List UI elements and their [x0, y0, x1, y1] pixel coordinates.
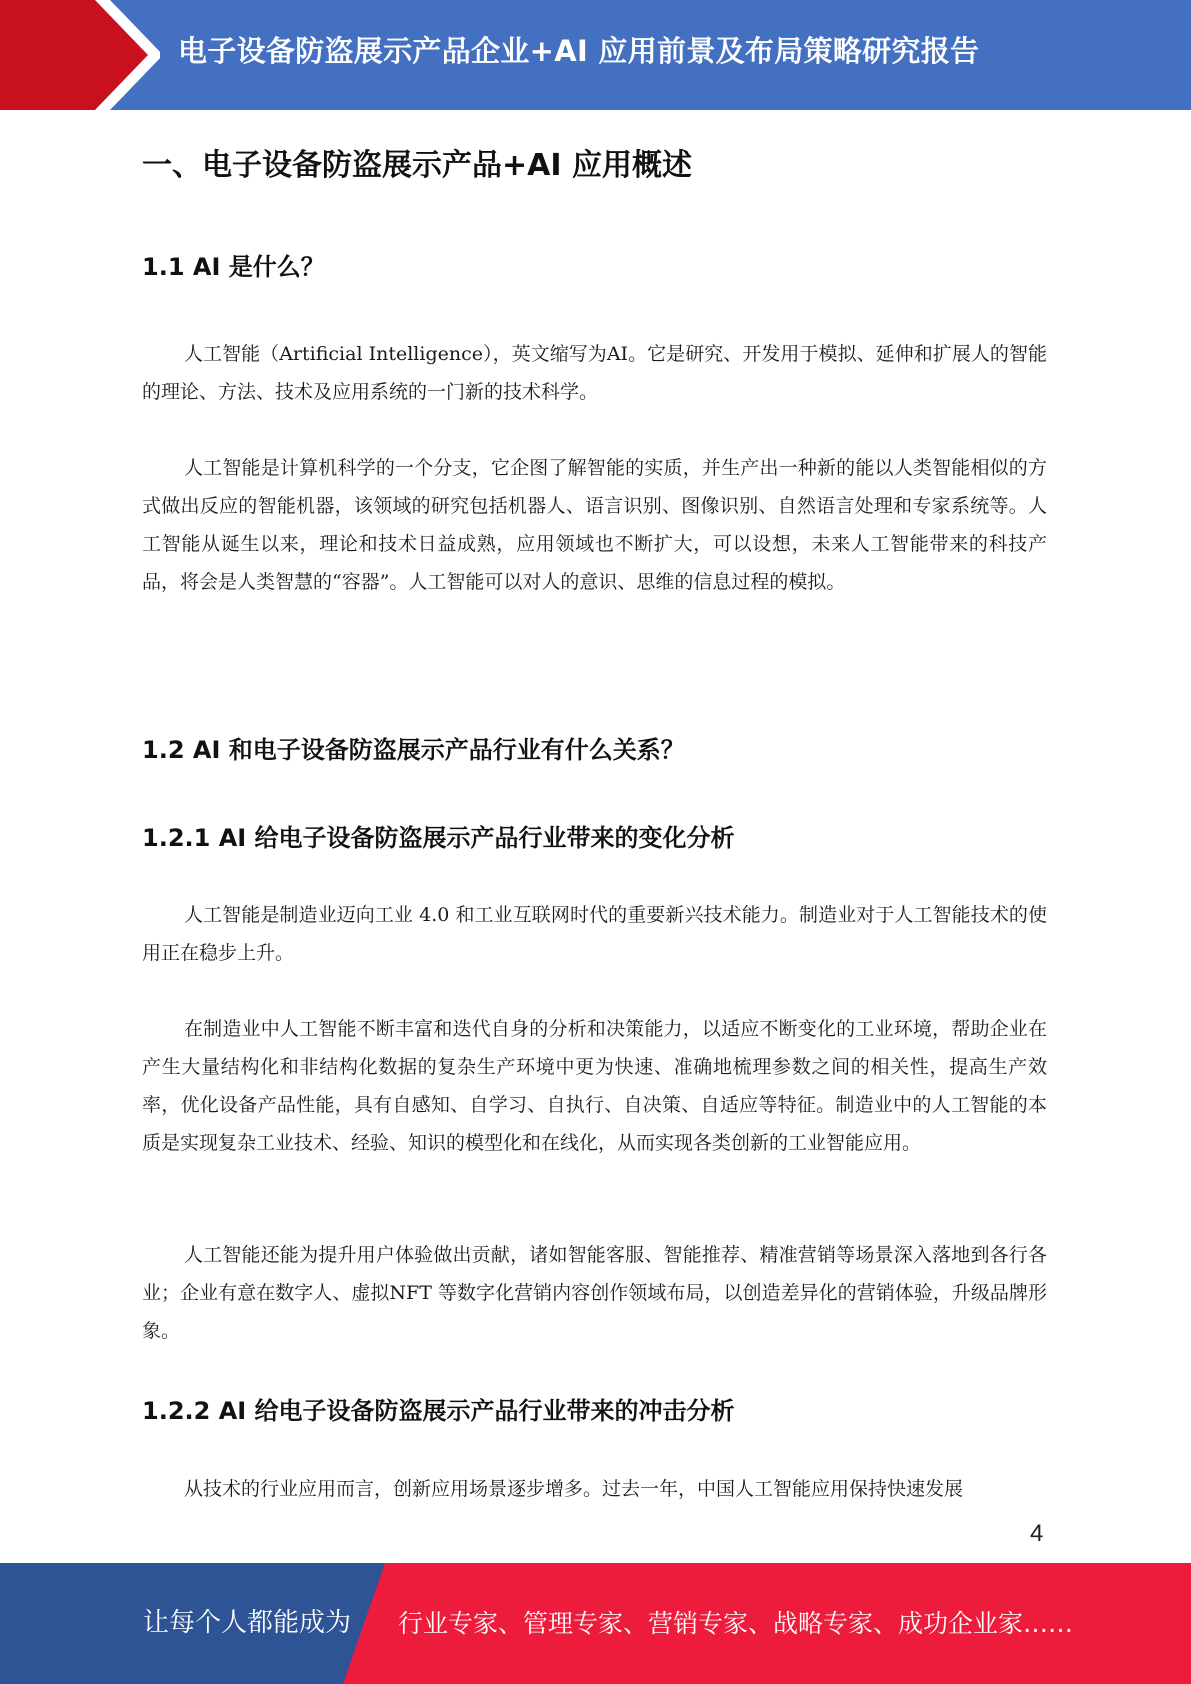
header-red-arrow-decoration	[0, 0, 160, 110]
paragraph-1-2-2-a: 从技术的行业应用而言，创新应用场景逐步增多。过去一年，中国人工智能应用保持快速发展	[184, 1478, 964, 1500]
paragraph-1-2-1-b: 在制造业中人工智能不断丰富和迭代自身的分析和决策能力，以适应不断变化的工业环境，帮助企业在产生大量结构化和非结构化数据的复杂生产环境中更为快速、准确地梳理参数之间的相关性，提高生产效率，优化设备产品性能，具有自感知、自学习、自执行、自决策、自适应等特征。制造业中的人工智能的本质是实现复杂工业技术、经验、知识的模型化和在线化，从而实现各类创新的工业智能应用。	[142, 1018, 1047, 1154]
subsection-heading-1-2-2: 1.2.2 AI 给电子设备防盗展示产品行业带来的冲击分析	[142, 1397, 735, 1425]
footer-slogan-left: 让每个人都能成为	[143, 1608, 352, 1638]
subsection-heading-1-2-1: 1.2.1 AI 给电子设备防盗展示产品行业带来的变化分析	[142, 824, 735, 852]
paragraph-1-1-a: 人工智能（Artificial Intelligence），英文缩写为AI。它是研究、开发用于模拟、延伸和扩展人的智能的理论、方法、技术及应用系统的一门新的技术科学。	[142, 343, 1047, 403]
report-title: 电子设备防盗展示产品企业+AI 应用前景及布局策略研究报告	[178, 34, 980, 68]
subsection-heading-1-2: 1.2 AI 和电子设备防盗展示产品行业有什么关系？	[142, 736, 685, 764]
paragraph-1-2-1-a: 人工智能是制造业迈向工业 4.0 和工业互联网时代的重要新兴技术能力。制造业对于人工智能技术的使用正在稳步上升。	[142, 904, 1047, 964]
page-header	[0, 0, 1191, 110]
page-footer	[0, 1563, 1191, 1684]
page-number: 4	[1030, 1520, 1044, 1547]
paragraph-1-2-1-c: 人工智能还能为提升用户体验做出贡献，诸如智能客服、智能推荐、精准营销等场景深入落地到各行各业；企业有意在数字人、虚拟NFT 等数字化营销内容创作领域布局，以创造差异化的营销体验，升级品牌形象。	[142, 1244, 1047, 1342]
subsection-heading-1-1: 1.1 AI 是什么？	[142, 253, 325, 281]
footer-slogan-right: 行业专家、管理专家、营销专家、战略专家、成功企业家……	[398, 1609, 1074, 1638]
section-heading-1: 一、电子设备防盗展示产品+AI 应用概述	[142, 148, 692, 183]
paragraph-1-1-b: 人工智能是计算机科学的一个分支，它企图了解智能的实质，并生产出一种新的能以人类智能相似的方式做出反应的智能机器，该领域的研究包括机器人、语言识别、图像识别、自然语言处理和专家系统等。人工智能从诞生以来，理论和技术日益成熟，应用领域也不断扩大，可以设想，未来人工智能带来的科技产品，将会是人类智慧的“容器”。人工智能可以对人的意识、思维的信息过程的模拟。	[142, 457, 1047, 593]
